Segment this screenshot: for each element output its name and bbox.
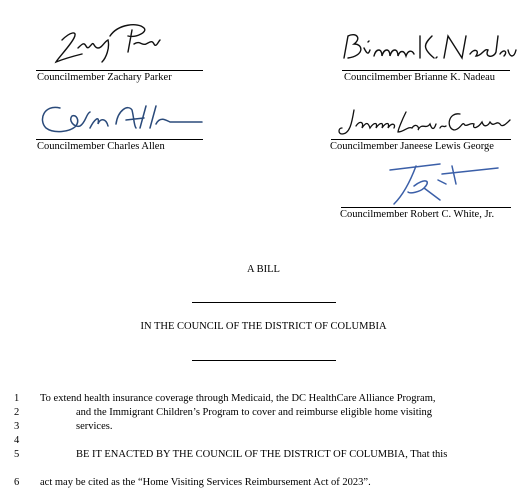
line-number: 6 xyxy=(14,477,20,488)
heading-rule xyxy=(192,302,336,303)
line-number: 2 xyxy=(14,407,20,418)
signatory-name: Councilmember Zachary Parker xyxy=(37,72,172,83)
signature-line xyxy=(36,139,203,140)
signature-zachary-parker xyxy=(48,18,168,70)
signature-line xyxy=(36,70,203,71)
enacting-clause: BE IT ENACTED BY THE COUNCIL OF THE DISTRICT OF COLUMBIA, That this xyxy=(76,449,448,460)
signatory-name: Councilmember Charles Allen xyxy=(37,141,165,152)
signature-janeese-lewis-george xyxy=(336,106,516,140)
signatory-name: Councilmember Janeese Lewis George xyxy=(330,141,494,152)
signatory-name: Councilmember Robert C. White, Jr. xyxy=(340,209,495,220)
line-number: 5 xyxy=(14,449,20,460)
short-title-line: act may be cited as the “Home Visiting Services Reimbursement Act of 2023”. xyxy=(40,477,371,488)
title-line: services. xyxy=(76,421,113,432)
heading-rule xyxy=(192,360,336,361)
signature-robert-c-white-jr xyxy=(380,158,500,208)
signatory-name: Councilmember Brianne K. Nadeau xyxy=(344,72,496,83)
bill-heading: A BILL xyxy=(247,264,280,275)
line-number: 3 xyxy=(14,421,20,432)
title-line: and the Immigrant Children’s Program to cover and reimburse eligible home visiting xyxy=(76,407,433,418)
council-heading: IN THE COUNCIL OF THE DISTRICT OF COLUMBIA xyxy=(140,321,387,332)
signature-line xyxy=(331,139,511,140)
signature-line xyxy=(342,70,510,71)
line-number: 1 xyxy=(14,393,20,404)
signature-brianne-k-nadeau xyxy=(338,30,518,70)
signature-charles-allen xyxy=(36,100,206,140)
signature-line xyxy=(341,207,511,208)
line-number: 4 xyxy=(14,435,20,446)
title-line: To extend health insurance coverage through Medicaid, the DC HealthCare Alliance Program, xyxy=(40,393,436,404)
